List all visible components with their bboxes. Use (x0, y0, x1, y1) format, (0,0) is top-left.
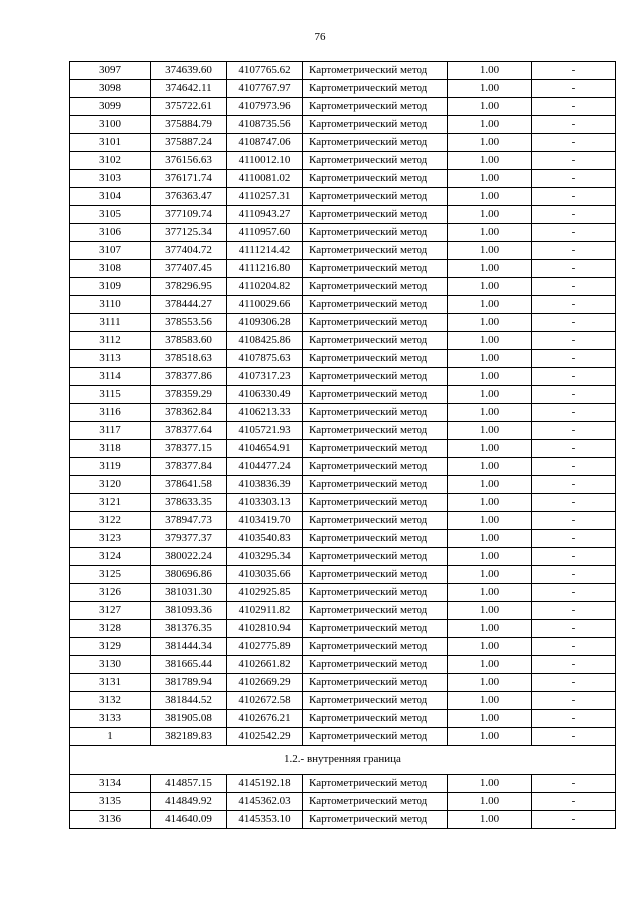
table-row (70, 566, 616, 584)
cell-accuracy: 1.00 (448, 710, 532, 728)
cell-coord-x: 375722.61 (151, 98, 227, 116)
cell-method: Картометрический метод (303, 775, 448, 793)
cell-coord-y: 4102542.29 (227, 728, 303, 746)
cell-point-number: 3107 (70, 242, 151, 260)
cell-point-number: 3136 (70, 811, 151, 829)
table-row (70, 620, 616, 638)
cell-description: - (532, 260, 616, 278)
cell-accuracy: 1.00 (448, 242, 532, 260)
cell-description: - (532, 692, 616, 710)
cell-method: Картометрический метод (303, 692, 448, 710)
cell-point-number: 1 (70, 728, 151, 746)
table-row (70, 710, 616, 728)
cell-coord-x: 377125.34 (151, 224, 227, 242)
cell-coord-x: 377407.45 (151, 260, 227, 278)
cell-method: Картометрический метод (303, 116, 448, 134)
cell-coord-x: 414857.15 (151, 775, 227, 793)
cell-coord-x: 374639.60 (151, 62, 227, 80)
table-row (70, 188, 616, 206)
cell-coord-y: 4110257.31 (227, 188, 303, 206)
table-row (70, 260, 616, 278)
cell-accuracy: 1.00 (448, 811, 532, 829)
cell-coord-y: 4110957.60 (227, 224, 303, 242)
cell-description: - (532, 775, 616, 793)
cell-point-number: 3116 (70, 404, 151, 422)
cell-point-number: 3127 (70, 602, 151, 620)
cell-method: Картометрический метод (303, 170, 448, 188)
cell-point-number: 3109 (70, 278, 151, 296)
cell-accuracy: 1.00 (448, 188, 532, 206)
cell-accuracy: 1.00 (448, 62, 532, 80)
cell-point-number: 3125 (70, 566, 151, 584)
cell-coord-y: 4102672.58 (227, 692, 303, 710)
cell-method: Картометрический метод (303, 350, 448, 368)
cell-point-number: 3124 (70, 548, 151, 566)
table-row (70, 206, 616, 224)
table-row (70, 242, 616, 260)
table-row (70, 350, 616, 368)
cell-description: - (532, 332, 616, 350)
cell-description: - (532, 62, 616, 80)
cell-description: - (532, 404, 616, 422)
cell-accuracy: 1.00 (448, 793, 532, 811)
cell-method: Картометрический метод (303, 152, 448, 170)
table-row (70, 422, 616, 440)
cell-method: Картометрический метод (303, 584, 448, 602)
cell-accuracy: 1.00 (448, 350, 532, 368)
cell-point-number: 3104 (70, 188, 151, 206)
cell-description: - (532, 811, 616, 829)
cell-point-number: 3130 (70, 656, 151, 674)
cell-method: Картометрический метод (303, 548, 448, 566)
cell-method: Картометрический метод (303, 368, 448, 386)
cell-coord-x: 380022.24 (151, 548, 227, 566)
cell-accuracy: 1.00 (448, 170, 532, 188)
cell-accuracy: 1.00 (448, 296, 532, 314)
cell-method: Картометрический метод (303, 602, 448, 620)
table-row (70, 368, 616, 386)
cell-description: - (532, 98, 616, 116)
cell-description: - (532, 80, 616, 98)
cell-coord-y: 4103303.13 (227, 494, 303, 512)
cell-description: - (532, 368, 616, 386)
cell-description: - (532, 350, 616, 368)
cell-coord-y: 4102775.89 (227, 638, 303, 656)
table-section-header (70, 746, 616, 775)
cell-point-number: 3126 (70, 584, 151, 602)
cell-coord-x: 378518.63 (151, 350, 227, 368)
cell-method: Картометрический метод (303, 386, 448, 404)
cell-coord-y: 4108747.06 (227, 134, 303, 152)
cell-description: - (532, 530, 616, 548)
cell-coord-x: 382189.83 (151, 728, 227, 746)
cell-coord-y: 4102911.82 (227, 602, 303, 620)
cell-accuracy: 1.00 (448, 116, 532, 134)
cell-accuracy: 1.00 (448, 134, 532, 152)
table-row (70, 793, 616, 811)
cell-coord-y: 4108735.56 (227, 116, 303, 134)
cell-accuracy: 1.00 (448, 674, 532, 692)
cell-accuracy: 1.00 (448, 602, 532, 620)
cell-point-number: 3129 (70, 638, 151, 656)
cell-coord-y: 4107767.97 (227, 80, 303, 98)
table-row (70, 458, 616, 476)
table-row (70, 638, 616, 656)
cell-coord-y: 4103035.66 (227, 566, 303, 584)
cell-method: Картометрический метод (303, 793, 448, 811)
cell-coord-x: 381376.35 (151, 620, 227, 638)
table-row (70, 548, 616, 566)
cell-method: Картометрический метод (303, 314, 448, 332)
cell-coord-y: 4102810.94 (227, 620, 303, 638)
cell-accuracy: 1.00 (448, 278, 532, 296)
section-row (70, 746, 616, 775)
cell-coord-x: 414849.92 (151, 793, 227, 811)
cell-accuracy: 1.00 (448, 566, 532, 584)
cell-coord-y: 4111216.80 (227, 260, 303, 278)
cell-method: Картометрический метод (303, 206, 448, 224)
cell-method: Картометрический метод (303, 332, 448, 350)
cell-description: - (532, 728, 616, 746)
cell-point-number: 3110 (70, 296, 151, 314)
cell-coord-x: 378947.73 (151, 512, 227, 530)
cell-coord-x: 378377.86 (151, 368, 227, 386)
cell-method: Картометрический метод (303, 80, 448, 98)
cell-coord-y: 4145192.18 (227, 775, 303, 793)
cell-point-number: 3111 (70, 314, 151, 332)
cell-method: Картометрический метод (303, 458, 448, 476)
cell-coord-y: 4105721.93 (227, 422, 303, 440)
cell-method: Картометрический метод (303, 476, 448, 494)
cell-coord-y: 4102669.29 (227, 674, 303, 692)
cell-point-number: 3113 (70, 350, 151, 368)
cell-coord-x: 381444.34 (151, 638, 227, 656)
cell-method: Картометрический метод (303, 440, 448, 458)
cell-method: Картометрический метод (303, 224, 448, 242)
cell-method: Картометрический метод (303, 656, 448, 674)
cell-accuracy: 1.00 (448, 512, 532, 530)
cell-method: Картометрический метод (303, 134, 448, 152)
cell-coord-y: 4109306.28 (227, 314, 303, 332)
table-body-part2 (70, 775, 616, 829)
table-row (70, 476, 616, 494)
cell-description: - (532, 793, 616, 811)
cell-coord-x: 376363.47 (151, 188, 227, 206)
cell-accuracy: 1.00 (448, 620, 532, 638)
cell-accuracy: 1.00 (448, 332, 532, 350)
cell-method: Картометрический метод (303, 422, 448, 440)
cell-coord-x: 375884.79 (151, 116, 227, 134)
cell-coord-x: 381905.08 (151, 710, 227, 728)
table-row (70, 80, 616, 98)
cell-coord-y: 4110081.02 (227, 170, 303, 188)
cell-coord-y: 4104654.91 (227, 440, 303, 458)
cell-description: - (532, 638, 616, 656)
cell-accuracy: 1.00 (448, 422, 532, 440)
cell-coord-x: 378377.84 (151, 458, 227, 476)
cell-description: - (532, 116, 616, 134)
cell-description: - (532, 134, 616, 152)
cell-description: - (532, 620, 616, 638)
cell-accuracy: 1.00 (448, 440, 532, 458)
cell-description: - (532, 386, 616, 404)
cell-method: Картометрический метод (303, 674, 448, 692)
cell-point-number: 3114 (70, 368, 151, 386)
page-number: 76 (314, 31, 326, 43)
cell-coord-y: 4107317.23 (227, 368, 303, 386)
cell-accuracy: 1.00 (448, 548, 532, 566)
cell-accuracy: 1.00 (448, 314, 532, 332)
cell-description: - (532, 206, 616, 224)
table-row (70, 584, 616, 602)
cell-coord-y: 4111214.42 (227, 242, 303, 260)
cell-accuracy: 1.00 (448, 494, 532, 512)
cell-point-number: 3100 (70, 116, 151, 134)
cell-coord-x: 377109.74 (151, 206, 227, 224)
cell-coord-y: 4102925.85 (227, 584, 303, 602)
table-row (70, 116, 616, 134)
cell-coord-x: 376156.63 (151, 152, 227, 170)
cell-point-number: 3101 (70, 134, 151, 152)
cell-method: Картометрический метод (303, 566, 448, 584)
cell-coord-y: 4145353.10 (227, 811, 303, 829)
cell-description: - (532, 476, 616, 494)
cell-method: Картометрический метод (303, 710, 448, 728)
cell-coord-x: 378553.56 (151, 314, 227, 332)
cell-coord-x: 381031.30 (151, 584, 227, 602)
table-row (70, 296, 616, 314)
cell-accuracy: 1.00 (448, 692, 532, 710)
cell-accuracy: 1.00 (448, 206, 532, 224)
cell-point-number: 3119 (70, 458, 151, 476)
cell-point-number: 3120 (70, 476, 151, 494)
cell-description: - (532, 170, 616, 188)
cell-description: - (532, 278, 616, 296)
cell-point-number: 3134 (70, 775, 151, 793)
cell-description: - (532, 440, 616, 458)
cell-coord-y: 4107973.96 (227, 98, 303, 116)
cell-method: Картометрический метод (303, 188, 448, 206)
cell-method: Картометрический метод (303, 278, 448, 296)
cell-coord-y: 4107765.62 (227, 62, 303, 80)
cell-accuracy: 1.00 (448, 404, 532, 422)
cell-point-number: 3135 (70, 793, 151, 811)
cell-point-number: 3115 (70, 386, 151, 404)
cell-coord-y: 4102661.82 (227, 656, 303, 674)
cell-point-number: 3117 (70, 422, 151, 440)
cell-method: Картометрический метод (303, 242, 448, 260)
cell-description: - (532, 188, 616, 206)
cell-point-number: 3133 (70, 710, 151, 728)
cell-point-number: 3099 (70, 98, 151, 116)
cell-coord-x: 378641.58 (151, 476, 227, 494)
table-row (70, 692, 616, 710)
table-row (70, 656, 616, 674)
cell-coord-x: 414640.09 (151, 811, 227, 829)
table-row (70, 278, 616, 296)
cell-point-number: 3105 (70, 206, 151, 224)
cell-coord-x: 378377.15 (151, 440, 227, 458)
cell-accuracy: 1.00 (448, 386, 532, 404)
cell-accuracy: 1.00 (448, 458, 532, 476)
section-title: 1.2.- внутренняя граница (70, 746, 616, 775)
cell-coord-y: 4103540.83 (227, 530, 303, 548)
cell-point-number: 3098 (70, 80, 151, 98)
cell-point-number: 3102 (70, 152, 151, 170)
cell-coord-x: 378359.29 (151, 386, 227, 404)
table-row (70, 494, 616, 512)
cell-description: - (532, 656, 616, 674)
cell-point-number: 3108 (70, 260, 151, 278)
cell-coord-x: 378296.95 (151, 278, 227, 296)
cell-coord-x: 375887.24 (151, 134, 227, 152)
cell-accuracy: 1.00 (448, 98, 532, 116)
table-row (70, 314, 616, 332)
cell-point-number: 3131 (70, 674, 151, 692)
table-row (70, 811, 616, 829)
cell-method: Картометрический метод (303, 728, 448, 746)
cell-coord-x: 377404.72 (151, 242, 227, 260)
cell-coord-y: 4104477.24 (227, 458, 303, 476)
table-row (70, 674, 616, 692)
cell-coord-x: 381665.44 (151, 656, 227, 674)
cell-coord-y: 4107875.63 (227, 350, 303, 368)
cell-description: - (532, 314, 616, 332)
cell-method: Картометрический метод (303, 811, 448, 829)
table-body-part1 (70, 62, 616, 746)
cell-coord-y: 4103419.70 (227, 512, 303, 530)
cell-point-number: 3122 (70, 512, 151, 530)
cell-accuracy: 1.00 (448, 530, 532, 548)
table-row (70, 62, 616, 80)
cell-description: - (532, 458, 616, 476)
cell-accuracy: 1.00 (448, 224, 532, 242)
cell-coord-y: 4106330.49 (227, 386, 303, 404)
cell-point-number: 3106 (70, 224, 151, 242)
cell-point-number: 3097 (70, 62, 151, 80)
cell-coord-x: 374642.11 (151, 80, 227, 98)
cell-method: Картометрический метод (303, 530, 448, 548)
cell-description: - (532, 152, 616, 170)
cell-method: Картометрический метод (303, 512, 448, 530)
table-row (70, 775, 616, 793)
cell-point-number: 3103 (70, 170, 151, 188)
cell-accuracy: 1.00 (448, 152, 532, 170)
cell-description: - (532, 584, 616, 602)
cell-point-number: 3128 (70, 620, 151, 638)
cell-accuracy: 1.00 (448, 368, 532, 386)
table-row (70, 152, 616, 170)
cell-description: - (532, 512, 616, 530)
cell-description: - (532, 566, 616, 584)
cell-coord-y: 4103836.39 (227, 476, 303, 494)
table-row (70, 224, 616, 242)
cell-method: Картометрический метод (303, 620, 448, 638)
cell-accuracy: 1.00 (448, 638, 532, 656)
cell-coord-y: 4110943.27 (227, 206, 303, 224)
cell-accuracy: 1.00 (448, 260, 532, 278)
cell-coord-x: 381789.94 (151, 674, 227, 692)
cell-description: - (532, 710, 616, 728)
cell-method: Картометрический метод (303, 260, 448, 278)
table-row (70, 440, 616, 458)
table-row (70, 530, 616, 548)
cell-accuracy: 1.00 (448, 656, 532, 674)
cell-point-number: 3118 (70, 440, 151, 458)
cell-point-number: 3132 (70, 692, 151, 710)
table-row (70, 728, 616, 746)
cell-accuracy: 1.00 (448, 775, 532, 793)
cell-description: - (532, 602, 616, 620)
cell-accuracy: 1.00 (448, 584, 532, 602)
cell-method: Картометрический метод (303, 494, 448, 512)
cell-description: - (532, 296, 616, 314)
cell-coord-y: 4108425.86 (227, 332, 303, 350)
table-row (70, 332, 616, 350)
cell-coord-x: 381844.52 (151, 692, 227, 710)
cell-point-number: 3123 (70, 530, 151, 548)
cell-coord-x: 378444.27 (151, 296, 227, 314)
cell-coord-y: 4110204.82 (227, 278, 303, 296)
cell-method: Картометрический метод (303, 638, 448, 656)
cell-coord-y: 4110012.10 (227, 152, 303, 170)
cell-description: - (532, 422, 616, 440)
cell-coord-x: 378377.64 (151, 422, 227, 440)
cell-coord-y: 4103295.34 (227, 548, 303, 566)
coordinates-table (69, 61, 616, 829)
cell-point-number: 3112 (70, 332, 151, 350)
cell-description: - (532, 224, 616, 242)
cell-coord-y: 4110029.66 (227, 296, 303, 314)
table-row (70, 404, 616, 422)
cell-description: - (532, 548, 616, 566)
cell-coord-x: 378362.84 (151, 404, 227, 422)
cell-accuracy: 1.00 (448, 476, 532, 494)
cell-coord-x: 378583.60 (151, 332, 227, 350)
table-row (70, 512, 616, 530)
table-row (70, 98, 616, 116)
cell-coord-y: 4102676.21 (227, 710, 303, 728)
table-row (70, 170, 616, 188)
table-row (70, 134, 616, 152)
cell-description: - (532, 242, 616, 260)
cell-description: - (532, 494, 616, 512)
cell-method: Картометрический метод (303, 404, 448, 422)
cell-method: Картометрический метод (303, 296, 448, 314)
cell-coord-x: 379377.37 (151, 530, 227, 548)
cell-method: Картометрический метод (303, 98, 448, 116)
cell-method: Картометрический метод (303, 62, 448, 80)
cell-description: - (532, 674, 616, 692)
cell-coord-x: 378633.35 (151, 494, 227, 512)
cell-accuracy: 1.00 (448, 80, 532, 98)
cell-coord-x: 376171.74 (151, 170, 227, 188)
cell-coord-x: 381093.36 (151, 602, 227, 620)
cell-point-number: 3121 (70, 494, 151, 512)
cell-coord-x: 380696.86 (151, 566, 227, 584)
table-row (70, 386, 616, 404)
cell-coord-y: 4145362.03 (227, 793, 303, 811)
cell-accuracy: 1.00 (448, 728, 532, 746)
table-row (70, 602, 616, 620)
cell-coord-y: 4106213.33 (227, 404, 303, 422)
